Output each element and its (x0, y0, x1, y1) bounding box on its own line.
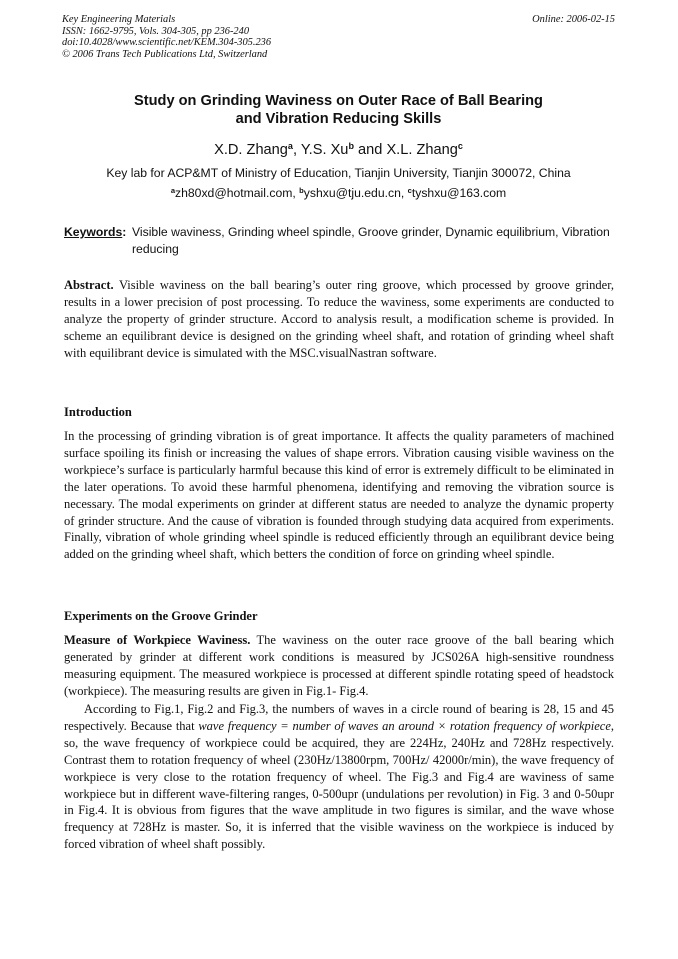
author-separator: and (353, 142, 387, 158)
keywords-colon: : (122, 225, 127, 239)
email-separator: , (400, 186, 408, 200)
email-link[interactable]: yshxu@tju.edu.cn (303, 186, 401, 200)
keywords-text: Visible waviness, Grinding wheel spindle, Groove grinder, Dynamic equilibrium, Vibration reducing (132, 225, 610, 256)
paper-title (62, 92, 615, 128)
author-name: X.L. Zhang (386, 142, 458, 158)
introduction-paragraph: In the processing of grinding vibration is of great importance. It affects the quality parameters of machined surface spoiling its finish or increasing the values of shape errors. Vibration causing visible waviness on the workpiece’s surface is particularly harmful because this kind of error is extremely difficult to be eliminated in the later operations. To avoid these harmful phenomena, identifying and removing the vibration source is necessary. The modal experiments on grinder at different status are needed to analyze the dynamic property of grinder structure. And the cause of vibration is founded through studying data acquired from experiments. Finally, vibration of whole grinding wheel spindle is reduced efficiently through an equilibrant device being added on the grinding wheel shaft, which betters the condition of force on grinding wheel spindle. (64, 429, 614, 562)
keywords-label: Keywords (64, 225, 123, 239)
doi-line: doi:10.4028/www.scientific.net/KEM.304-305.236 (62, 37, 272, 49)
journal-name: Key Engineering Materials (62, 14, 176, 25)
journal-header (62, 14, 615, 60)
email-superscript: b (299, 185, 304, 195)
measure-label: Measure of Workpiece Waviness. (64, 633, 251, 647)
title-line-1: Study on Grinding Waviness on Outer Race of Ball Bearing (134, 93, 543, 109)
analysis-text-part-1: According to Fig.1, Fig.2 and Fig.3, the numbers of waves in a circle round of bearing is 28, 15 and 45 respectively. Because that (64, 702, 614, 733)
abstract-text: Visible waviness on the ball bearing’s outer ring groove, which processed by groove grinder, results in a lower precision of post processing. To reduce the waviness, some experiments are conducted to analyze the property of grinder structure. Accord to analysis result, a modification scheme is provided. In scheme an equilibrant device is designed on the grinding wheel shaft, and rotation of grinding wheel shaft with equilibrant device is simulated with the MSC.visualNastran software. (64, 278, 614, 360)
author-separator: , (292, 142, 301, 158)
copyright-line: © 2006 Trans Tech Publications Ltd, Switzerland (62, 48, 268, 60)
author-name: X.D. Zhang (214, 142, 288, 158)
analysis-text-part-2: , so, the wave frequency of workpiece could be acquired, they are 224Hz, 240Hz and 728Hz respectively. Contrast them to rotation frequency of wheel (230Hz/13800rpm, 700Hz/ 42000r/min), the wave frequency of workpiece is very close to the rotation frequency of wheel. The Fig.3 and Fig.4 are waviness of same workpiece but in different wave-filtering ranges, 0-500upr (undulations per revolution) in Fig. 3 and 0-50upr in Fig.4. It is obvious from figures that the wave amplitude in two figures is similar, and the wave whose frequency at 728Hz is master. So, it is inferred that the visible waviness on the workpiece is induced by forced vibration of wheel shaft possibly. (64, 718, 614, 852)
email-separator: , (292, 186, 300, 200)
affiliation: Key lab for ACP&MT of Ministry of Education, Tianjin University, Tianjin 300072, China (106, 166, 571, 180)
analysis-formula: wave frequency = number of waves an around × rotation frequency of workpiece (198, 718, 611, 733)
email-list (62, 186, 615, 200)
author-superscript: c (457, 141, 463, 152)
email-link[interactable]: zh80xd@hotmail.com (175, 186, 293, 200)
section-heading-introduction: Introduction (64, 405, 132, 419)
section-heading-experiments: Experiments on the Groove Grinder (64, 609, 258, 623)
keywords-block (64, 224, 616, 256)
online-date: Online: 2006-02-15 (532, 14, 615, 25)
title-line-2: and Vibration Reducing Skills (235, 111, 442, 127)
analysis-paragraph (64, 701, 614, 853)
measure-text: The waviness on the outer race groove of the ball bearing which generated by grinder at different work conditions is measured by JCS026A high-sensitive roundness measuring equipment. The measured workpiece is processed at different spindle rotating speed of headstock (workpiece). The measuring results are given in Fig.1- Fig.4. (64, 633, 615, 698)
author-superscript: b (348, 141, 354, 152)
author-list (62, 142, 615, 158)
abstract-paragraph (64, 277, 614, 362)
measure-paragraph (64, 632, 614, 700)
author-superscript: a (287, 141, 293, 152)
abstract-label: Abstract. (64, 278, 114, 292)
author-name: Y.S. Xu (300, 142, 349, 158)
issn-line: ISSN: 1662-9795, Vols. 304-305, pp 236-240 (62, 25, 250, 37)
email-superscript: c (407, 185, 412, 195)
email-superscript: a (170, 185, 176, 195)
email-link[interactable]: tyshxu@163.com (411, 186, 507, 200)
